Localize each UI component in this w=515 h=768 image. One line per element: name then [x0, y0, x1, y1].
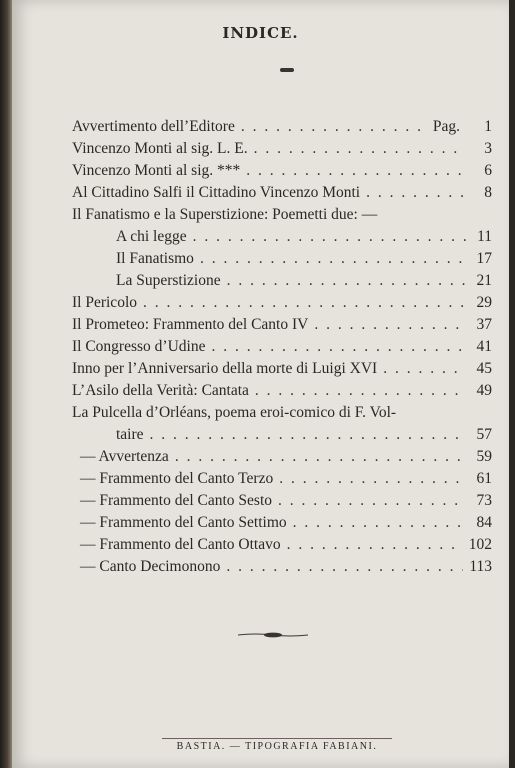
toc-entry [72, 358, 492, 380]
imprint-rule [162, 738, 392, 739]
toc-entry [116, 270, 492, 292]
toc-entry [72, 314, 492, 336]
toc-leader-dots [279, 468, 466, 490]
toc-leader-dots [383, 358, 466, 380]
toc-entry-label: A chi legge [116, 228, 187, 245]
toc-entry [72, 336, 492, 358]
toc-leader-dots [200, 248, 466, 270]
toc-entry [80, 512, 492, 534]
toc-entry [72, 138, 492, 160]
toc-leader-dots [226, 556, 463, 578]
toc-entry-page: 21 [476, 272, 492, 289]
toc-leader-dots [314, 314, 466, 336]
toc-entry [80, 556, 492, 578]
toc-entry-page: 37 [476, 316, 492, 333]
toc-entry-label: Il Pericolo [72, 294, 137, 311]
toc-entry-page: 17 [476, 250, 492, 267]
page-title: INDICE. [222, 24, 299, 42]
toc-entry-page: 3 [484, 140, 492, 157]
toc-entry-label: Vincenzo Monti al sig. L. E. [72, 140, 248, 157]
toc-entry-page: 45 [476, 360, 492, 377]
toc-entry [80, 468, 492, 490]
toc-entry-label: Il Fanatismo [116, 250, 194, 267]
toc-entry-label: Al Cittadino Salfi il Cittadino Vincenzo Monti [72, 184, 361, 201]
toc-entry-page: 84 [476, 514, 492, 531]
toc-entry-label: — Frammento del Canto Ottavo [80, 536, 281, 553]
toc-leader-dots [150, 424, 466, 446]
toc-entry-page: 6 [484, 162, 492, 179]
toc-entry [116, 424, 492, 446]
toc-entry [80, 446, 492, 468]
toc-leader-dots [211, 336, 466, 358]
toc-entry-label: Il Congresso d’Udine [72, 338, 206, 355]
toc-entry-page: 57 [476, 426, 492, 443]
ornament-flourish-icon [238, 632, 308, 638]
toc-entry-label: — Frammento del Canto Terzo [80, 470, 274, 487]
toc-entry [72, 116, 492, 138]
toc-entry-page: 73 [476, 492, 492, 509]
toc-entry [80, 490, 492, 512]
toc-entry-label: Inno per l’Anniversario della morte di Luigi XVI [72, 360, 378, 377]
toc-leader-dots [143, 292, 466, 314]
toc-entry [72, 182, 492, 204]
toc-section-heading: La Pulcella d’Orléans, poema eroi-comico di F. Vol- [72, 404, 397, 421]
toc-leader-dots [255, 380, 466, 402]
pag-label: Pag. [432, 118, 460, 135]
binding-edge [0, 0, 12, 768]
toc-leader-dots [278, 490, 466, 512]
toc-entry-label: — Frammento del Canto Settimo [80, 514, 287, 531]
toc-entry-label: — Frammento del Canto Sesto [80, 492, 273, 509]
toc-entry [116, 226, 492, 248]
toc-entry-page: 61 [476, 470, 492, 487]
toc-entry [72, 292, 492, 314]
toc-entry-page: 102 [468, 536, 492, 553]
toc-entry [72, 380, 492, 402]
toc-entry-label: L’Asilo della Verità: Cantata [72, 382, 249, 399]
toc-entry-page: 59 [476, 448, 492, 465]
toc-leader-dots [366, 182, 466, 204]
toc-entry [72, 160, 492, 182]
toc-entry-page: 113 [469, 558, 492, 575]
toc-leader-dots [227, 270, 466, 292]
toc-entry-label: Il Prometeo: Frammento del Canto IV [72, 316, 309, 333]
toc-entry-page: 29 [476, 294, 492, 311]
toc-entry-label: La Superstizione [116, 272, 221, 289]
toc-entry-label: Avvertimento dell’Editore [72, 118, 235, 135]
toc-entry-label: Vincenzo Monti al sig. *** [72, 162, 241, 179]
toc-leader-dots [193, 226, 466, 248]
toc-leader-dots [175, 446, 466, 468]
toc-entry-page: 1 [484, 118, 492, 135]
toc-entry-label: — Canto Decimonono [80, 558, 221, 575]
toc-entry-page: 41 [476, 338, 492, 355]
book-page [12, 0, 509, 768]
toc-entry-label: taire [116, 426, 144, 443]
toc-entry-page: 11 [477, 228, 492, 245]
toc-leader-dots [293, 512, 466, 534]
toc-leader-dots [246, 160, 466, 182]
toc-leader-dots [287, 534, 463, 556]
toc-entry [116, 248, 492, 270]
ornament-dash-icon [280, 68, 294, 72]
toc-entry [80, 534, 492, 556]
toc-leader-dots [241, 116, 427, 138]
toc-entry-page: 49 [476, 382, 492, 399]
toc-section-heading: Il Fanatismo e la Superstizione: Poemetti due: — [72, 206, 378, 223]
toc-leader-dots [254, 138, 466, 160]
toc-entry-page: 8 [484, 184, 492, 201]
printer-imprint: BASTIA. — TIPOGRAFIA FABIANI. [176, 741, 378, 752]
toc-entry-label: — Avvertenza [80, 448, 169, 465]
